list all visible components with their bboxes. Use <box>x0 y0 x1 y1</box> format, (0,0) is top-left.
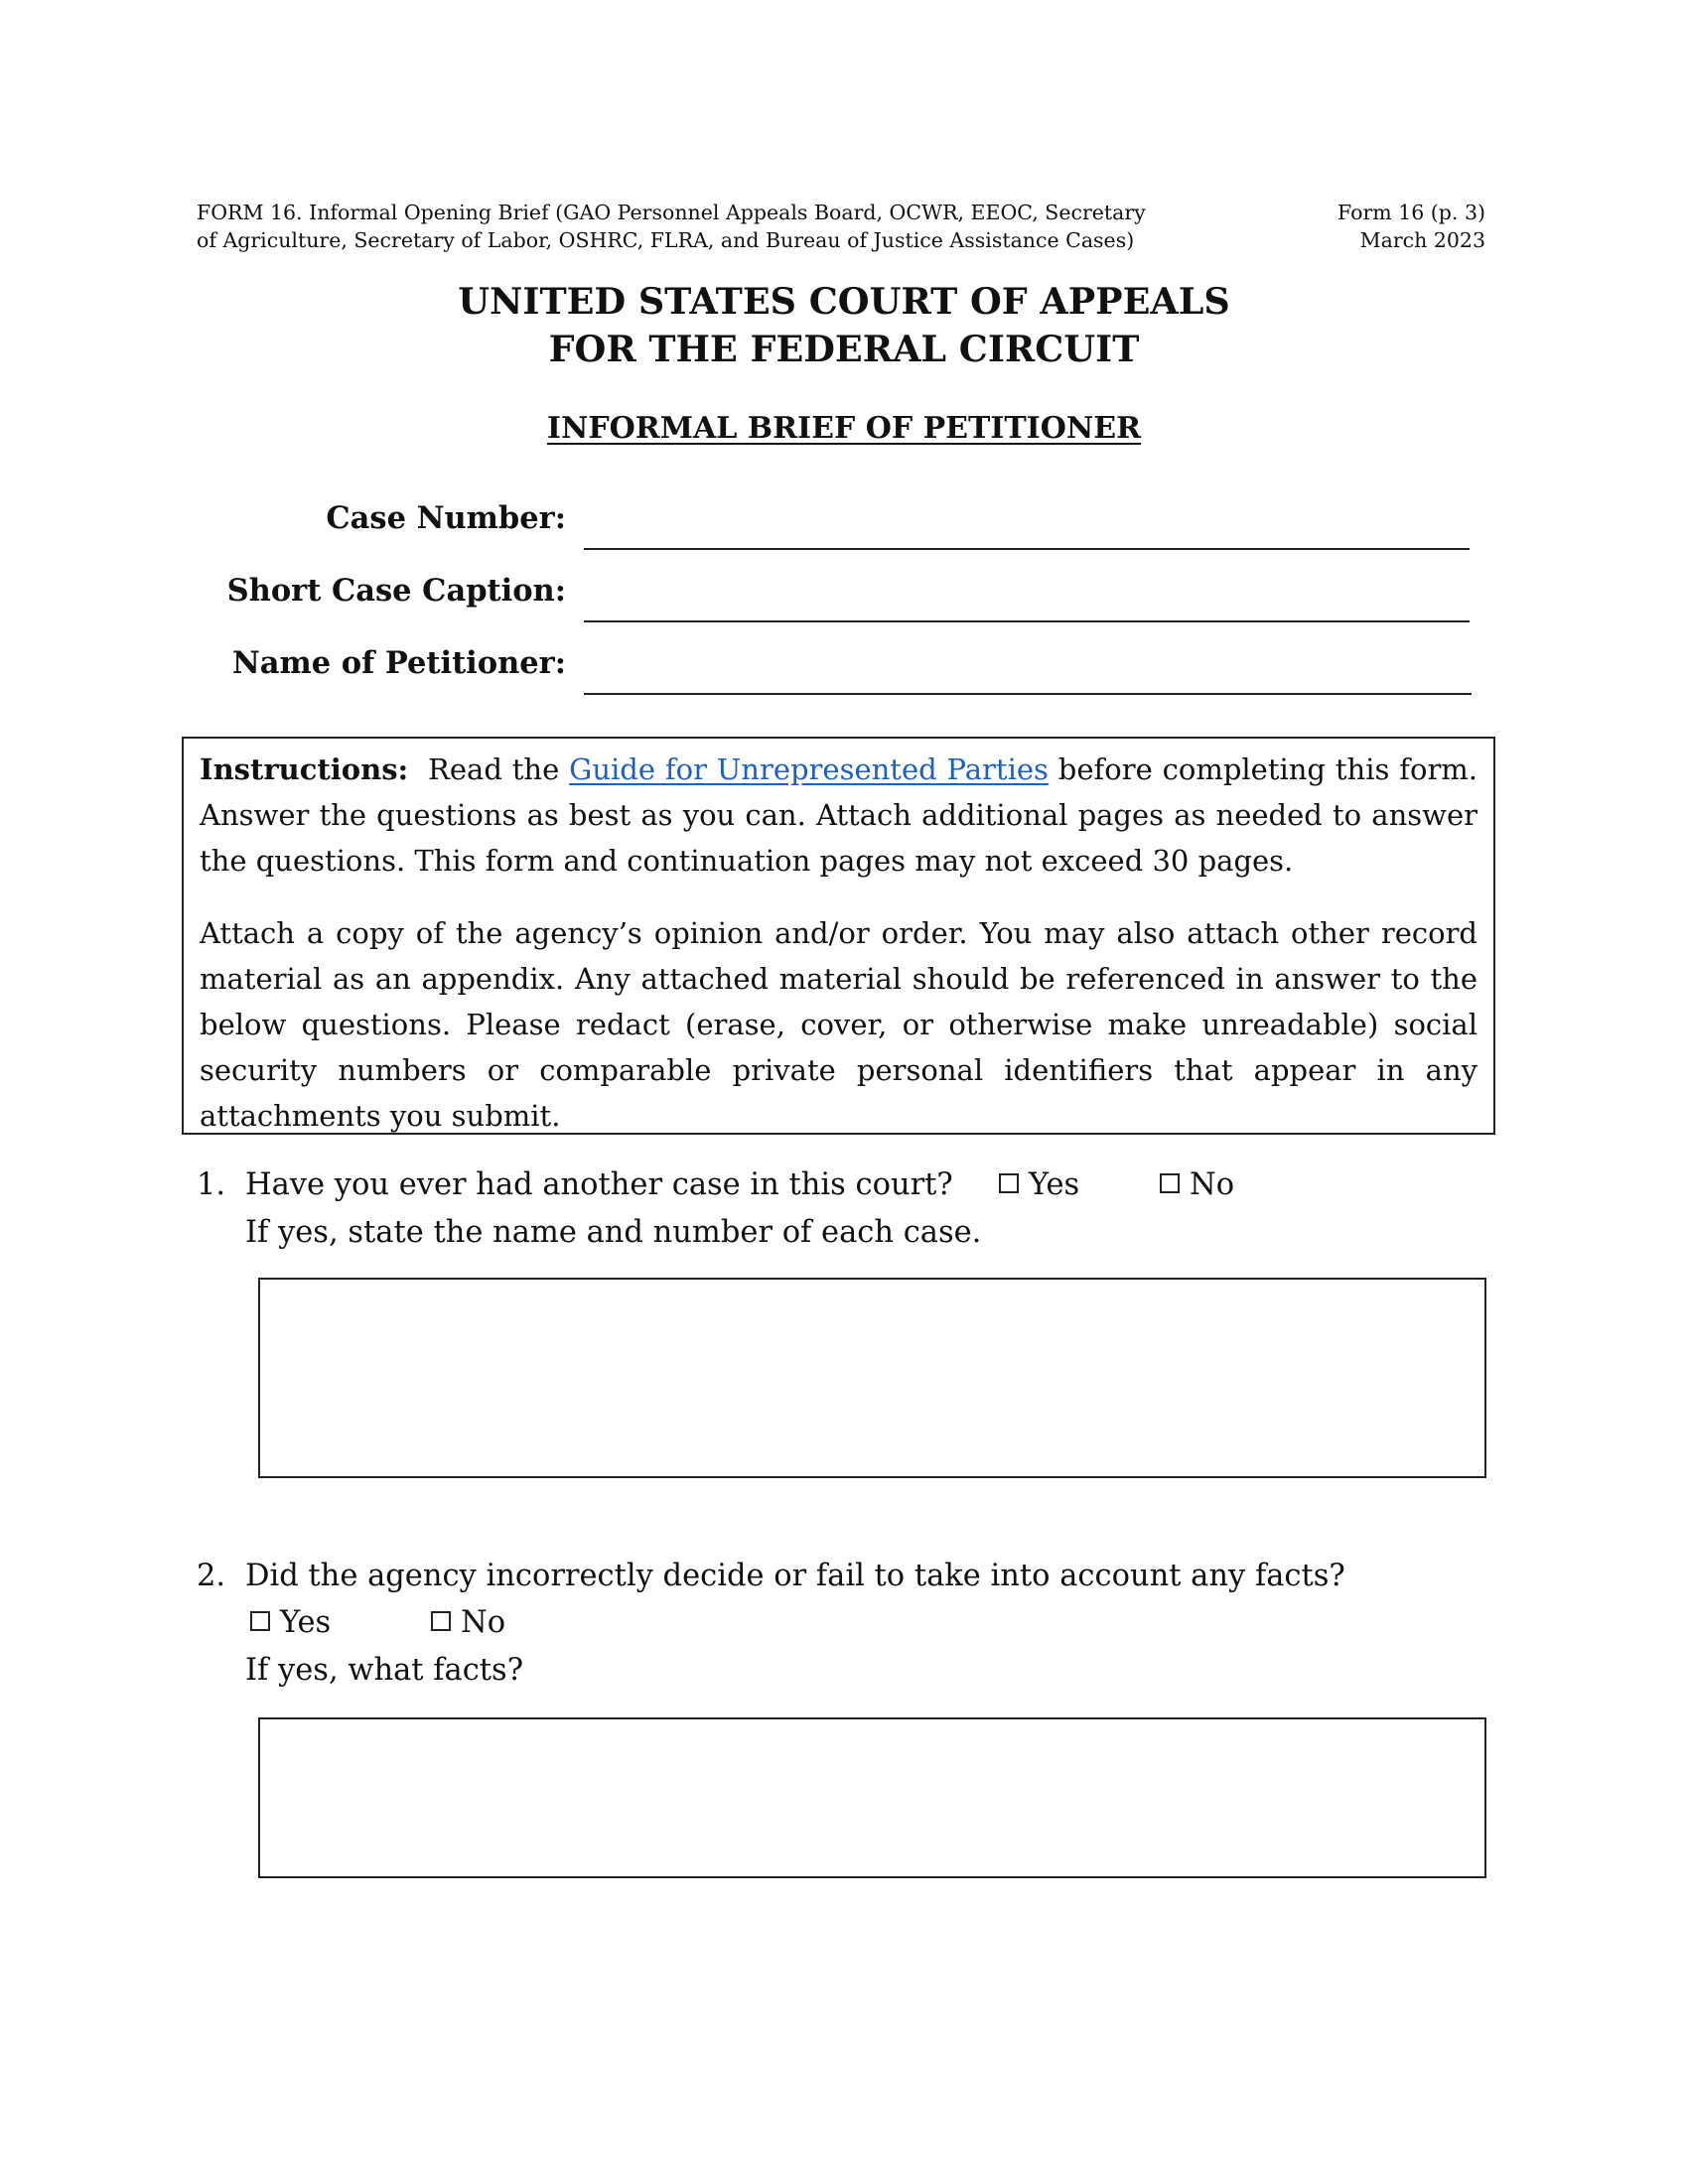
question-2-yes-checkbox[interactable] <box>250 1611 270 1631</box>
question-2-followup: If yes, what facts? <box>245 1653 524 1688</box>
petitioner-name-field[interactable] <box>584 693 1472 695</box>
short-case-caption-label: Short Case Caption: <box>226 573 566 609</box>
header-line-1: FORM 16. Informal Opening Brief (GAO Personnel Appeals Board, OCWR, EEOC, Secretary <box>197 201 1146 224</box>
court-title-line-1: UNITED STATES COURT OF APPEALS <box>458 280 1230 323</box>
instructions-label: Instructions: <box>200 752 409 786</box>
petitioner-name-label: Name of Petitioner: <box>231 645 566 681</box>
question-1-number: 1. <box>197 1167 226 1202</box>
question-1-no-checkbox[interactable] <box>1160 1173 1180 1193</box>
instructions-box <box>182 737 1495 1135</box>
instructions-text-after-link: before completing this form. Answer the questions as best as you can. Attach additional pages as needed to answer the questions. This form and continuation pages may not exceed 30 pages. <box>200 752 1478 878</box>
form-page-info <box>1281 199 1485 254</box>
question-2-answer-box[interactable] <box>258 1717 1486 1878</box>
header-line-2: of Agriculture, Secretary of Labor, OSHRC, FLRA, and Bureau of Justice Assistance Cases) <box>197 228 1135 252</box>
question-2-yes-option[interactable] <box>250 1599 331 1647</box>
question-2-text: Did the agency incorrectly decide or fail to take into account any facts? <box>245 1559 1345 1593</box>
question-1-answer-box[interactable] <box>258 1278 1486 1478</box>
case-number-field[interactable] <box>584 548 1470 550</box>
brief-title-text: INFORMAL BRIEF OF PETITIONER <box>546 411 1142 446</box>
instructions-text-before-link: Read the <box>428 752 560 786</box>
question-1-text: Have you ever had another case in this court? <box>245 1167 953 1202</box>
question-1-yes-option[interactable] <box>999 1161 1079 1209</box>
question-1-yes-checkbox[interactable] <box>999 1173 1019 1193</box>
question-1-followup: If yes, state the name and number of each case. <box>245 1215 982 1250</box>
instructions-paragraph-1 <box>200 747 1477 884</box>
form-header-description <box>197 199 1269 254</box>
brief-title <box>0 409 1688 449</box>
guide-link[interactable]: Guide for Unrepresented Parties <box>569 752 1049 786</box>
question-1-no-option[interactable] <box>1160 1161 1234 1209</box>
form-date: March 2023 <box>1359 228 1485 252</box>
question-1-yes-label: Yes <box>1029 1167 1080 1202</box>
court-title-line-2: FOR THE FEDERAL CIRCUIT <box>548 328 1140 370</box>
question-2-number: 2. <box>197 1559 226 1593</box>
question-1-no-label: No <box>1190 1167 1235 1202</box>
short-case-caption-field[interactable] <box>584 620 1470 622</box>
case-number-label: Case Number: <box>326 500 566 536</box>
question-2-no-option[interactable] <box>431 1599 505 1647</box>
court-title <box>0 278 1688 373</box>
form-page-number: Form 16 (p. 3) <box>1337 201 1485 224</box>
question-2-yes-label: Yes <box>280 1605 332 1640</box>
question-2-no-label: No <box>461 1605 506 1640</box>
instructions-paragraph-2: Attach a copy of the agency’s opinion and/or order. You may also attach other record material as an appendix. Any attached material should be referenced in answer to the below questions. Please redact (erase, cover, or otherwise make unreadable) social security numbers or comparable private personal identifiers that appear in any attachments you submit. <box>200 916 1477 1133</box>
question-2-no-checkbox[interactable] <box>431 1611 451 1631</box>
